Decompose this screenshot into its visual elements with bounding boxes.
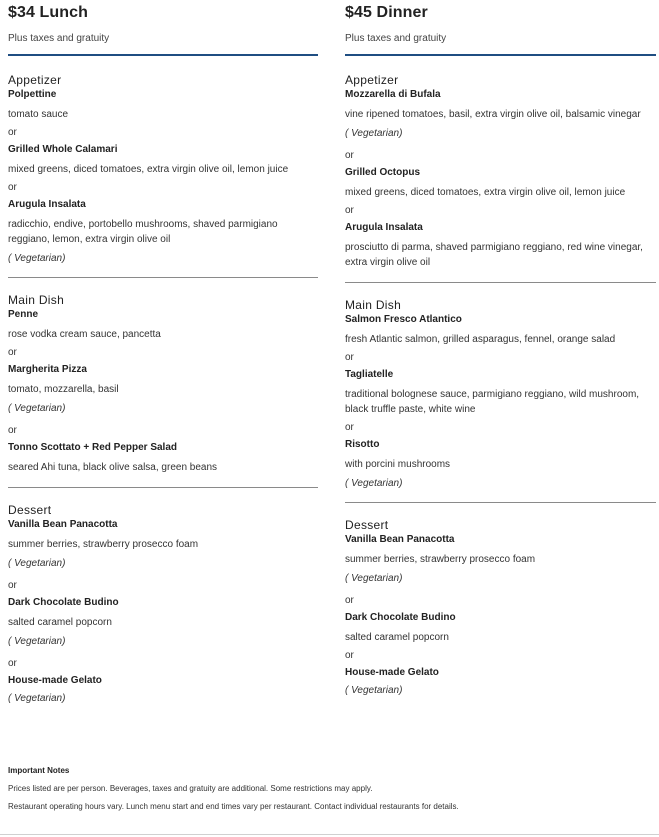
or-separator: or xyxy=(8,182,17,193)
dinner-title: $45 Dinner xyxy=(345,4,428,21)
menu-item-description: radicchio, endive, portobello mushrooms, shaved parmigiano reggiano, lemon, extra virgin olive oil xyxy=(8,219,278,245)
notes-line: Restaurant operating hours vary. Lunch menu start and end times vary per restaurant. Contact individual restaurants for details. xyxy=(8,802,459,811)
or-separator: or xyxy=(8,127,17,138)
dinner-subtitle: Plus taxes and gratuity xyxy=(345,33,447,44)
or-separator: or xyxy=(345,205,354,216)
menu-item-description: seared Ahi tuna, black olive salsa, green beans xyxy=(8,462,218,473)
menu-item-name: Tonno Scottato + Red Pepper Salad xyxy=(8,442,178,453)
or-separator: or xyxy=(8,425,17,436)
menu-item-description: summer berries, strawberry prosecco foam xyxy=(345,554,536,565)
menu-item-name: House-made Gelato xyxy=(345,667,439,678)
menu-item-description: tomato sauce xyxy=(8,109,69,120)
menu-item-name: Penne xyxy=(8,309,39,320)
menu-item-description: rose vodka cream sauce, pancetta xyxy=(8,329,161,340)
lunch-title: $34 Lunch xyxy=(8,4,89,21)
menu-item-name: Grilled Octopus xyxy=(345,167,421,178)
important-notes xyxy=(8,766,648,812)
menu-item-description: mixed greens, diced tomatoes, extra virgin olive oil, lemon juice xyxy=(345,187,626,198)
lunch-main-heading: Main Dish xyxy=(8,293,65,307)
or-separator: or xyxy=(8,347,17,358)
notes-title: Important Notes xyxy=(8,766,70,775)
vegetarian-tag: ( Vegetarian) xyxy=(8,253,66,264)
vegetarian-tag: ( Vegetarian) xyxy=(345,128,403,139)
or-separator: or xyxy=(8,658,17,669)
or-separator: or xyxy=(345,595,354,606)
vegetarian-tag: ( Vegetarian) xyxy=(8,403,66,414)
dinner-appetizer-heading: Appetizer xyxy=(345,73,399,87)
menu-item-name: Grilled Whole Calamari xyxy=(8,144,118,155)
menu-item-name: Polpettine xyxy=(8,89,57,100)
vegetarian-tag: ( Vegetarian) xyxy=(8,693,66,704)
lunch-title-divider xyxy=(8,54,318,56)
menu-item-name: Vanilla Bean Panacotta xyxy=(8,519,118,530)
menu-item-name: Dark Chocolate Budino xyxy=(8,597,119,608)
dinner-menu xyxy=(345,0,656,697)
menu-item-description: fresh Atlantic salmon, grilled asparagus, fennel, orange salad xyxy=(345,334,616,345)
vegetarian-tag: ( Vegetarian) xyxy=(8,636,66,647)
menu-item-description: with porcini mushrooms xyxy=(345,459,451,470)
lunch-subtitle: Plus taxes and gratuity xyxy=(8,33,110,44)
lunch-menu xyxy=(8,0,318,705)
menu-item-name: Tagliatelle xyxy=(345,369,394,380)
or-separator: or xyxy=(8,580,17,591)
or-separator: or xyxy=(345,422,354,433)
or-separator: or xyxy=(345,150,354,161)
vegetarian-tag: ( Vegetarian) xyxy=(345,573,403,584)
lunch-dessert-heading: Dessert xyxy=(8,503,52,517)
dinner-dessert-heading: Dessert xyxy=(345,518,389,532)
menu-item-description: prosciutto di parma, shaved parmigiano reggiano, red wine vinegar, extra virgin olive oil xyxy=(345,242,643,268)
vegetarian-tag: ( Vegetarian) xyxy=(345,685,403,696)
menu-item-name: Arugula Insalata xyxy=(345,222,423,233)
vegetarian-tag: ( Vegetarian) xyxy=(8,558,66,569)
notes-line: Prices listed are per person. Beverages, taxes and gratuity are additional. Some restrictions may apply. xyxy=(8,784,373,793)
menu-item-name: Dark Chocolate Budino xyxy=(345,612,456,623)
menu-item-name: House-made Gelato xyxy=(8,675,102,686)
menu-item-name: Risotto xyxy=(345,439,380,450)
menu-item-description: summer berries, strawberry prosecco foam xyxy=(8,539,199,550)
or-separator: or xyxy=(345,650,354,661)
bottom-divider xyxy=(0,834,659,835)
menu-item-name: Arugula Insalata xyxy=(8,199,86,210)
menu-item-description: vine ripened tomatoes, basil, extra virgin olive oil, balsamic vinegar xyxy=(345,109,641,120)
menu-item-name: Salmon Fresco Atlantico xyxy=(345,314,462,325)
menu-item-description: traditional bolognese sauce, parmigiano reggiano, wild mushroom, black truffle paste, white wine xyxy=(345,389,640,415)
dinner-title-divider xyxy=(345,54,656,56)
menu-item-description: mixed greens, diced tomatoes, extra virgin olive oil, lemon juice xyxy=(8,164,289,175)
menu-item-description: salted caramel popcorn xyxy=(345,632,449,643)
section-divider xyxy=(345,502,656,503)
vegetarian-tag: ( Vegetarian) xyxy=(345,478,403,489)
section-divider xyxy=(8,277,318,278)
menu-item-description: salted caramel popcorn xyxy=(8,617,112,628)
menu-item-name: Margherita Pizza xyxy=(8,364,87,375)
lunch-appetizer-heading: Appetizer xyxy=(8,73,62,87)
menu-item-name: Mozzarella di Bufala xyxy=(345,89,441,100)
menu-item-description: tomato, mozzarella, basil xyxy=(8,384,119,395)
or-separator: or xyxy=(345,352,354,363)
section-divider xyxy=(8,487,318,488)
dinner-main-heading: Main Dish xyxy=(345,298,402,312)
menu-item-name: Vanilla Bean Panacotta xyxy=(345,534,455,545)
section-divider xyxy=(345,282,656,283)
